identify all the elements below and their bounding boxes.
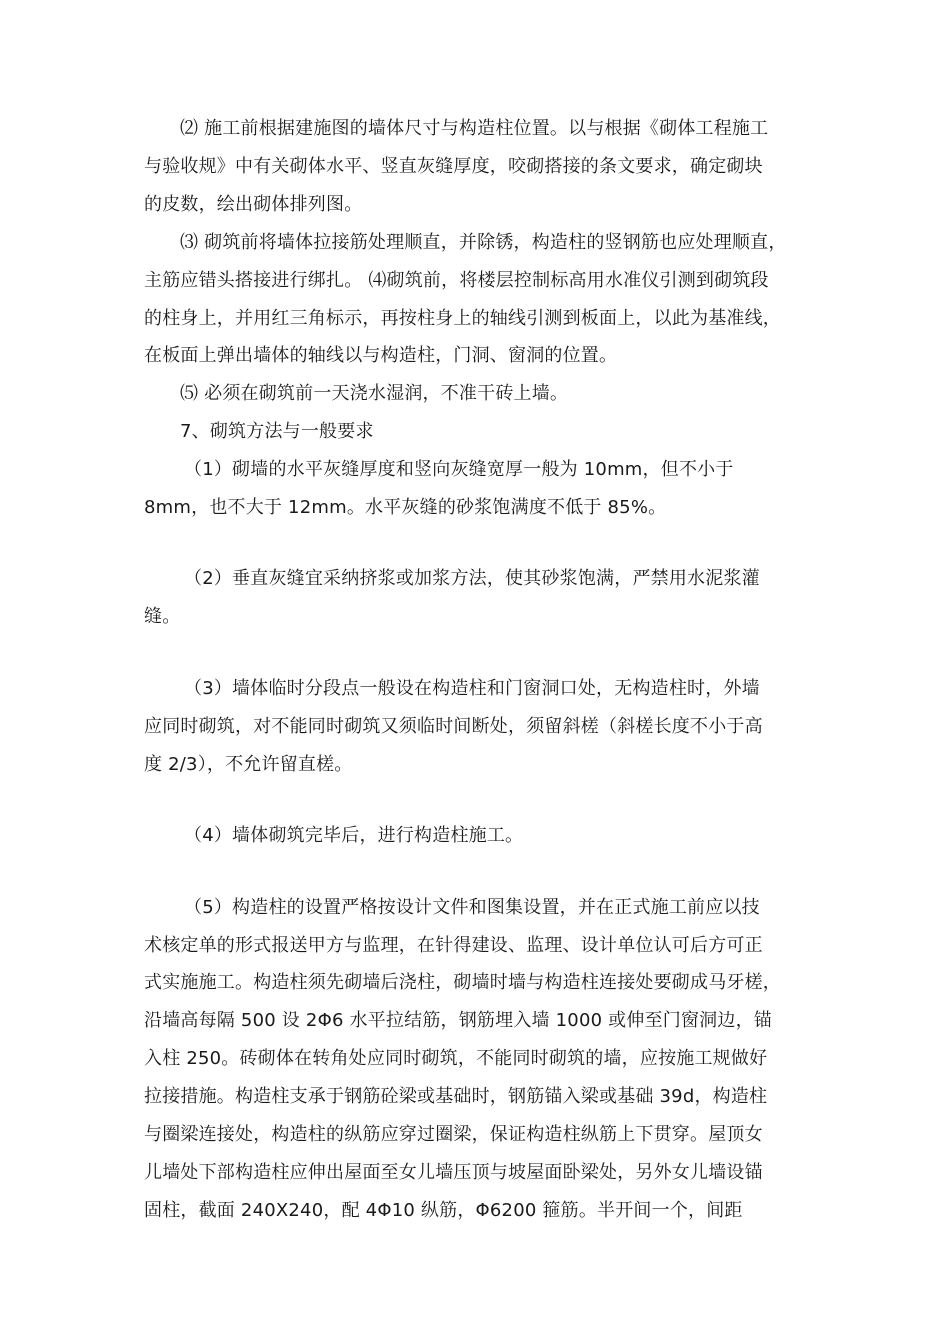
text-line: 应同时砌筑，对不能同时砌筑又须临时间断处，须留斜槎（斜槎长度不小于高	[144, 716, 763, 737]
text-line: 主筋应错头搭接进行绑扎。 ⑷砌筑前，将楼层控制标高用水准仪引测到砌筑段	[144, 270, 769, 291]
text-line: 在板面上弹出墙体的轴线以与构造柱，门洞、窗洞的位置。	[144, 345, 618, 366]
text-line: 的柱身上，并用红三角标示，再按柱身上的轴线引测到板面上，以此为基准线，	[144, 308, 781, 329]
text-line: 8mm，也不大于 12mm。水平灰缝的砂浆饱满度不低于 85%。	[144, 497, 667, 518]
text-line: 沿墙高每隔 500 设 2Φ6 水平拉结筋，钢筋埋入墙 1000 或伸至门窗洞边，锚	[144, 1010, 772, 1031]
text-line: ⑸ 必须在砌筑前一天浇水湿润，不准干砖上墙。	[180, 383, 569, 404]
text-line: 入柱 250。砖砌体在转角处应同时砌筑，不能同时砌筑的墙，应按施工规做好	[144, 1048, 768, 1069]
text-line: （2）垂直灰缝宜采纳挤浆或加浆方法，使其砂浆饱满，严禁用水泥浆灌	[184, 568, 760, 589]
text-line: ⑵ 施工前根据建施图的墙体尺寸与构造柱位置。以与根据《砌体工程施工	[180, 118, 769, 139]
text-line: （5）构造柱的设置严格按设计文件和图集设置，并在正式施工前应以技	[184, 897, 760, 918]
text-line: （1）砌墙的水平灰缝厚度和竖向灰缝宽厚一般为 10mm，但不小于	[184, 459, 734, 480]
text-line: （3）墙体临时分段点一般设在构造柱和门窗洞口处，无构造柱时，外墙	[184, 678, 760, 699]
text-line: 的皮数，绘出砌体排列图。	[144, 194, 363, 215]
section-heading: 7、砌筑方法与一般要求	[180, 421, 374, 442]
text-line: 术核定单的形式报送甲方与监理，在针得建设、监理、设计单位认可后方可正	[144, 935, 763, 956]
text-line: 固柱，截面 240X240，配 4Φ10 纵筋，Φ6200 箍筋。半开间一个，间距	[144, 1200, 743, 1221]
text-line: 与圈梁连接处，构造柱的纵筋应穿过圈梁，保证构造柱纵筋上下贯穿。屋顶女	[144, 1124, 763, 1145]
text-line: 度 2/3），不允许留直槎。	[144, 754, 353, 775]
text-line: ⑶ 砌筑前将墙体拉接筋处理顺直，并除锈，构造柱的竖钢筋也应处理顺直，	[180, 232, 787, 253]
text-line: （4）墙体砌筑完毕后，进行构造柱施工。	[184, 825, 524, 846]
text-line: 缝。	[144, 606, 181, 627]
text-line: 拉接措施。构造柱支承于钢筋砼梁或基础时，钢筋锚入梁或基础 39d，构造柱	[144, 1086, 768, 1107]
text-line: 式实施施工。构造柱须先砌墙后浇柱，砌墙时墙与构造柱连接处要砌成马牙槎，	[144, 972, 781, 993]
text-line: 儿墙处下部构造柱应伸出屋面至女儿墙压顶与坡屋面卧梁处，另外女儿墙设锚	[144, 1162, 763, 1183]
text-line: 与验收规》中有关砌体水平、竖直灰缝厚度，咬砌搭接的条文要求，确定砌块	[144, 156, 763, 177]
